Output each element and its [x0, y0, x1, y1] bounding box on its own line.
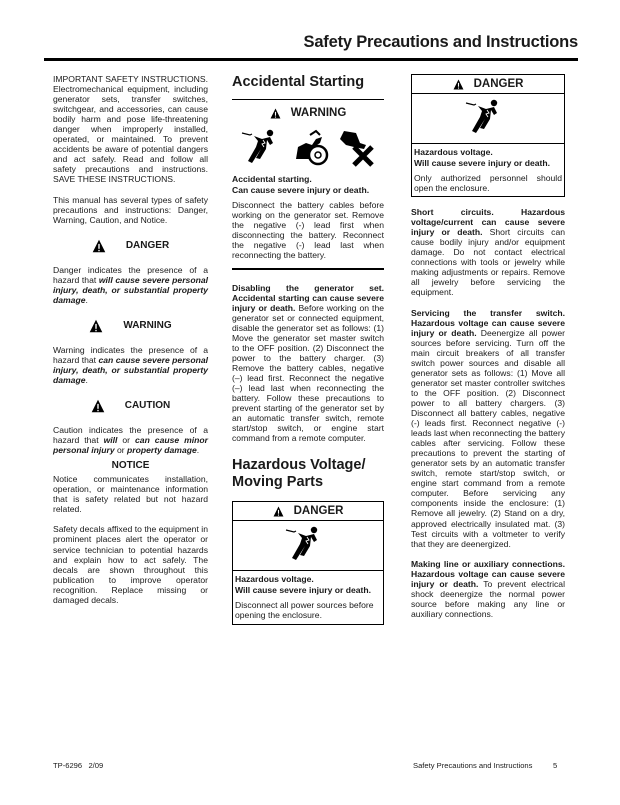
column-1 — [53, 74, 208, 615]
section-title-accidental-starting: Accidental Starting — [232, 74, 365, 90]
danger-hazard-line2: Will cause severe injury or death. — [235, 584, 372, 595]
danger-hazard-line2: Will cause severe injury or death. — [414, 157, 551, 168]
electrical-shock-icon — [240, 129, 288, 167]
danger-hazard-line1: Hazardous voltage. — [414, 147, 493, 157]
danger-pictogram — [233, 521, 383, 571]
short-circuits-paragraph — [411, 207, 565, 297]
danger-hazard-head — [414, 147, 562, 168]
danger-description — [53, 265, 208, 305]
section-title-line1: Hazardous Voltage/ — [232, 457, 366, 474]
notice-heading: NOTICE — [111, 460, 150, 472]
header-rule — [44, 58, 578, 61]
caution-text-pre: Caution indicates the presence of a hazard that — [53, 425, 208, 446]
connections-paragraph — [411, 559, 565, 619]
moving-parts-icon — [292, 129, 332, 167]
caution-text-mid: or — [117, 435, 136, 446]
short-circuits-lead: Short circuits. Hazardous voltage/current can cause severe injury or death. — [411, 207, 565, 238]
footer-page-number: 5 — [553, 761, 558, 770]
danger-text-pre: Danger indicates the presence of a hazard that — [53, 264, 208, 285]
caution-text-emph1: will — [103, 435, 118, 446]
disabling-lead: Disabling the generator set. Accidental starting can cause severe injury or death. — [232, 282, 384, 313]
caution-label: CAUTION — [124, 400, 171, 411]
warning-triangle-icon — [89, 319, 103, 333]
disabling-text: Before working on the generator set or connected equipment, disable the generator set as follows: (1) Move the generator set master switch to the OFF position. (2) Disconnect the power to the battery charger. (3) Remove the battery cables, negative (–) lead first. Reconnect the negative (–) lead last when reconnecting the battery. Follow these precautions to prevent starting of the generator set by an automatic transfer switch, remote start/stop switch, or engine start command from a remote computer. — [232, 302, 384, 444]
danger-safety-sign — [232, 501, 384, 624]
caution-text-emph2: can cause minor personal injury — [53, 435, 209, 456]
danger-sign-title — [233, 502, 383, 521]
footer-section: Safety Precautions and Instructions — [413, 761, 533, 770]
column-3 — [411, 74, 565, 629]
danger-label: DANGER — [125, 239, 170, 251]
caution-text-emph3: property damage — [127, 445, 197, 456]
warning-safety-sign — [232, 104, 384, 269]
danger-text-post: . — [85, 294, 88, 305]
intro-text: Electromechanical equipment, including generator sets, transfer switches, switchgear, and accessories, can cause bodily harm and pose life-threatening danger when improperly installed, operated, or maintained. To prevent accidents be aware of potential dangers and act safely. Read and follow all safety precautions and instructions. SAVE THESE INSTRUCTIONS. — [53, 84, 208, 185]
danger-sign-label: DANGER — [473, 77, 524, 90]
intro-paragraph — [53, 74, 208, 185]
warning-description — [53, 345, 208, 385]
column-2 — [232, 74, 384, 625]
danger-safety-sign — [411, 74, 565, 197]
warning-triangle-icon — [270, 108, 281, 119]
warning-triangle-icon — [92, 239, 106, 253]
intro-lead: IMPORTANT SAFETY INSTRUCTIONS. — [53, 74, 208, 84]
electrical-shock-icon — [464, 99, 512, 139]
disabling-paragraph — [232, 283, 384, 444]
section-rule — [232, 99, 384, 100]
danger-sign-body — [412, 144, 564, 196]
caution-heading — [53, 399, 208, 413]
danger-sign-text: Disconnect all power sources before opening the enclosure. — [235, 600, 374, 621]
caution-text-mid2: or — [114, 445, 128, 456]
warning-sign-title — [232, 104, 384, 122]
footer-doc-id: TP-6296 2/09 — [53, 761, 104, 770]
danger-pictogram — [412, 94, 564, 144]
servicing-lead: Servicing the transfer switch. Hazardous voltage can cause severe injury or death. — [411, 307, 565, 338]
warning-hazard-line1: Accidental starting. — [232, 174, 312, 185]
connections-text: To prevent electrical shock deenergize the normal power source before making any line or auxiliary connections. — [411, 578, 565, 619]
danger-sign-body — [233, 571, 383, 623]
notice-description: Notice communicates installation, operation, or maintenance information that is safety related but not hazard related. — [53, 474, 208, 515]
warning-heading — [53, 319, 208, 333]
warning-sign-text: Disconnect the battery cables before working on the generator set. Remove the negative (-) lead first when disconnecting the battery. Reconnect the negative (-) lead last when reconnecting the battery. — [232, 200, 384, 261]
electrical-shock-icon — [284, 526, 332, 566]
danger-hazard-head — [235, 574, 381, 595]
warning-pictograms — [232, 122, 384, 174]
danger-text-emph: will cause severe personal injury, death, or substantial property damage — [53, 274, 208, 305]
danger-sign-label: DANGER — [293, 505, 344, 518]
warning-text-pre: Warning indicates the presence of a hazard that — [53, 344, 208, 365]
short-circuits-text: Short circuits can cause bodily injury and/or equipment damage. Do not contact electrical connections with tools or jewelry while making adjustments or repairs. Remove all jewelry before servicing the equipment. — [411, 227, 566, 298]
servicing-paragraph — [411, 308, 565, 549]
section-title-hazardous-voltage — [232, 457, 384, 491]
danger-hazard-line1: Hazardous voltage. — [235, 574, 314, 585]
warning-sign-label: WARNING — [290, 107, 347, 120]
warning-hazard-head — [232, 174, 384, 195]
warning-label: WARNING — [123, 319, 172, 331]
warning-hazard-line2: Can cause severe injury or death. — [232, 184, 370, 195]
warning-triangle-icon — [91, 399, 105, 413]
warning-triangle-icon — [273, 506, 284, 517]
warning-triangle-icon — [453, 79, 464, 90]
types-paragraph: This manual has several types of safety precautions and instructions: Danger, Warning, Caution, and Notice. — [53, 194, 208, 225]
connections-lead: Making line or auxiliary connections. Hazardous voltage can cause severe injury or death. — [411, 558, 565, 589]
decals-paragraph: Safety decals affixed to the equipment in prominent places alert the operator or service technician to potential hazards and explain how to act safely. The decals are shown throughout this publication to improve operator recognition. Replace missing or damaged decals. — [53, 524, 208, 605]
page-header-title: Safety Precautions and Instructions — [303, 33, 578, 51]
section-title-line2: Moving Parts — [232, 474, 324, 491]
danger-heading — [53, 239, 208, 253]
sign-bottom-rule — [232, 268, 384, 269]
caution-description — [53, 425, 208, 455]
servicing-text: Deenergize all power sources before servicing. Turn off the main circuit breakers of all transfer switch power sources and disable all generator sets as follows: (1) Move all generator set master controller switches to the OFF position. (2) Disconnect power to all battery chargers. (3) Disconnect all battery cables, negative (-) leads first. Reconnect negative (-) leads last when reconnecting the battery cables after servicing. Follow these precautions to prevent the starting of generator sets by an automatic transfer switch, remote start/stop switch, or engine start command from a remote computer. Before servicing any components inside the enclosure: (1) Remove all jewelry. (2) Stand on a dry, approved electrically insulated mat. (3) Test circuits with a voltmeter to verify that they are deenergized. — [411, 327, 565, 549]
no-start-icon — [336, 129, 376, 167]
caution-text-post: . — [196, 445, 200, 456]
warning-text-emph: can cause severe personal injury, death, or substantial property damage — [53, 354, 208, 385]
danger-sign-title — [412, 75, 564, 94]
danger-sign-text: Only authorized personnel should open the enclosure. — [414, 173, 562, 194]
warning-text-post: . — [85, 374, 88, 385]
